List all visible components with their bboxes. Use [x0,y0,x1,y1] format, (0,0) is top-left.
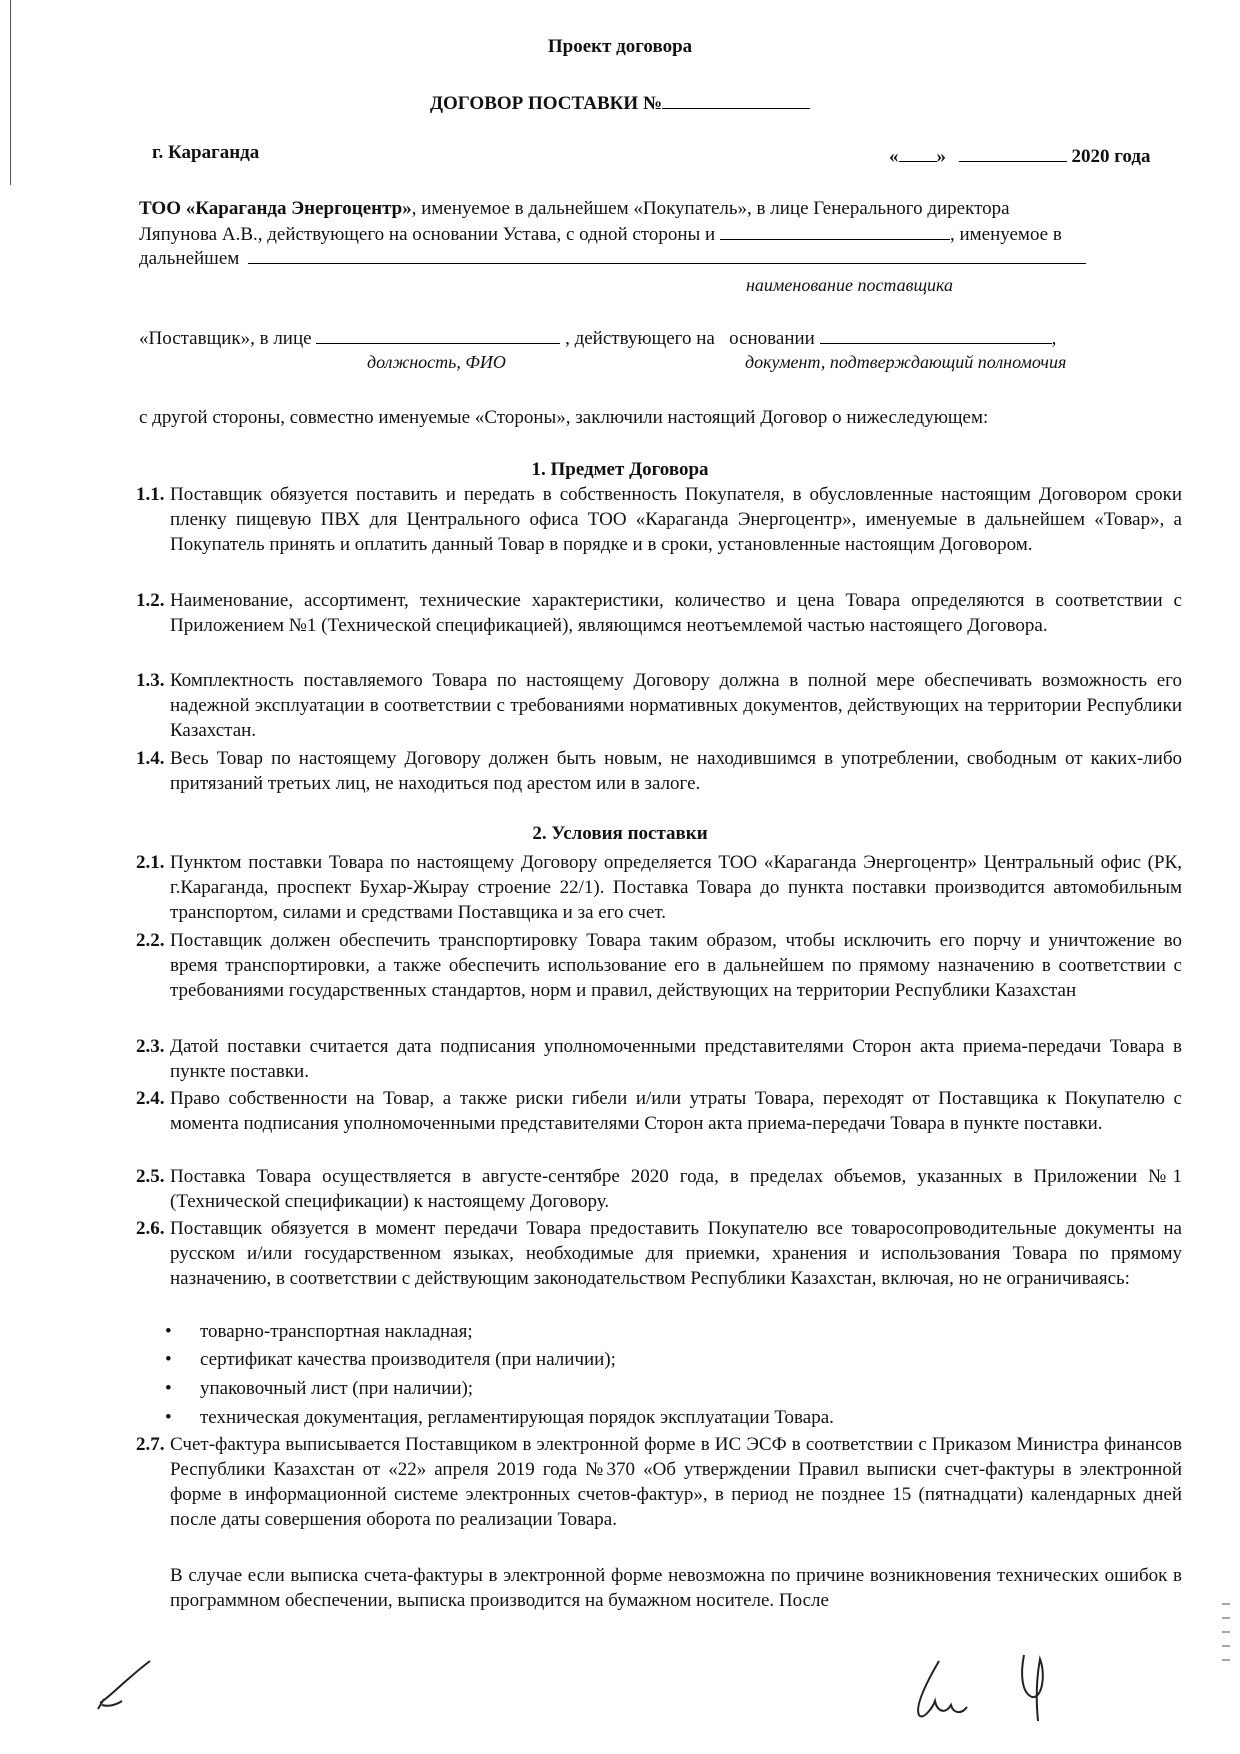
list-item: • упаковочный лист (при наличии); [165,1378,474,1399]
signature-left-icon [90,1655,160,1715]
city: г. Караганда [152,142,260,163]
signature-right-2-icon [1010,1645,1060,1725]
contract-title: ДОГОВОР ПОСТАВКИ № [0,90,1240,115]
clause-2-1: 2.1. Пунктом поставки Товара по настоящему Договору определяется ТОО «Караганда Энергоцентр» Центральный офис (РК, г.Караганда, проспект Бухар-Жырау строение 22/1). Поставка Товара до пункта поставки производится автомобильным транспортом, силами и средствами Поставщика и за его счет. [136,852,1182,923]
list-item: • товарно-транспортная накладная; [165,1321,473,1342]
list-item: • сертификат качества производителя (при наличии); [165,1349,616,1370]
date-day-blank[interactable] [899,143,937,162]
clause-2-3: 2.3. Датой поставки считается дата подписания уполномоченными представителями Сторон акта приема-передачи Товара в пункте поставки. [136,1036,1182,1082]
preamble-line-2: Ляпунова А.В., действующего на основании Устава, с одной стороны и , именуемое в [139,221,1185,247]
list-item: • техническая документация, регламентирующая порядок эксплуатации Товара. [165,1407,834,1428]
margin-marks-icon [1220,1600,1234,1670]
date-month-blank[interactable] [959,143,1067,162]
bullet-icon: • [165,1407,172,1428]
clause-2-4: 2.4. Право собственности на Товар, а также риски гибели и/или утраты Товара, переходят от Поставщика к Покупателю с момента подписания уполномоченными представителями Сторон акта приема-передачи Товара в пункте поставки. [136,1088,1182,1134]
section-2-heading: 2. Условия поставки [532,823,708,844]
clause-1-4: 1.4. Весь Товар по настоящему Договору должен быть новым, не находившимся в употреблении, свободным от каких-либо притязаний третьих лиц, не находиться под арестом или в залоге. [136,748,1182,794]
preamble-line-3: дальнейшем [139,245,1185,271]
clause-2-7-continuation: В случае если выписка счета-фактуры в электронной форме невозможна по причине возникновения технических ошибок в программном обеспечении, выписка производится на бумажном носителе. После [170,1565,1182,1611]
clause-2-2: 2.2. Поставщик должен обеспечить транспортировку Товара таким образом, чтобы исключить его порчу и уничтожение во время транспортировки, а также обеспечить использование его в дальнейшем по прямому назначению в соответствии с требованиями государственных стандартов, норм и правил, действующих на территории Республики Казахстан [136,930,1182,1001]
clause-2-7: 2.7. Счет-фактура выписывается Поставщиком в электронной форме в ИС ЭСФ в соответствии с Приказом Министра финансов Республики Казахстан от «22» апреля 2019 года №370 «Об утверждении Правил выписки счет-фактуры в электронной форме в информационной системе электронных счетов-фактур», в период не позднее 15 (пятнадцати) календарных дней после даты совершения оборота по реализации Товара. [136,1434,1182,1530]
document-caption: документ, подтверждающий полномочия [745,352,1067,372]
authority-document-blank[interactable] [820,325,1052,344]
supplier-name-blank[interactable] [248,245,1086,264]
clause-1-2: 1.2. Наименование, ассортимент, технические характеристики, количество и цена Товара определяются в соответствии с Приложением №1 (Технической спецификацией), являющимся неотъемлемой частью настоящего Договора. [136,590,1182,636]
clause-1-1: 1.1. Поставщик обязуется поставить и передать в собственность Покупателя, в обусловленные настоящим Договором сроки пленку пищевую ПВХ для Центрального офиса ТОО «Караганда Энергоцентр», именуемые в дальнейшем «Товар», а Покупатель принять и оплатить данный Товар в порядке и в сроки, установленные настоящим Договором. [136,484,1182,555]
bullet-icon: • [165,1321,172,1342]
bullet-icon: • [165,1378,172,1399]
position-caption: должность, ФИО [367,352,506,372]
preamble-line-1: ТОО «Караганда Энергоцентр», именуемое в дальнейшем «Покупатель», в лице Генерального директора [139,198,1010,219]
clause-2-5: 2.5. Поставка Товара осуществляется в августе-сентябре 2020 года, в пределах объемов, указанных в Приложении №1 (Технической спецификации) к настоящему Договору. [136,1166,1182,1212]
draft-label: Проект договора [547,36,693,57]
supplier-name-caption: наименование поставщика [746,275,954,295]
clause-2-6: 2.6. Поставщик обязуется в момент передачи Товара предоставить Покупателю все товаросопроводительные документы на русском и/или государственном языках, необходимые для приемки, хранения и использования Товара по прямому назначению, в соответствии с действующим законодательством Республики Казахстан, включая, но не ограничиваясь: [136,1218,1182,1289]
preamble-line-5: с другой стороны, совместно именуемые «Стороны», заключили настоящий Договор о нижеследующем: [139,407,989,428]
signature-right-1-icon [905,1655,975,1725]
section-1-heading: 1. Предмет Договора [531,459,709,480]
supplier-representative-blank[interactable] [316,325,560,344]
clause-1-3: 1.3. Комплектность поставляемого Товара по настоящему Договору должна в полной мере обеспечивать возможность его надежной эксплуатации в соответствии с требованиями нормативных документов, действующих на территории Республики Казахстан. [136,670,1182,741]
contract-date: « » 2020 года [889,143,1150,169]
contract-number-blank[interactable] [662,90,810,109]
bullet-icon: • [165,1349,172,1370]
preamble-line-4: «Поставщик», в лице , действующего на основании , [139,325,1056,351]
supplier-blank-1[interactable] [720,221,950,240]
